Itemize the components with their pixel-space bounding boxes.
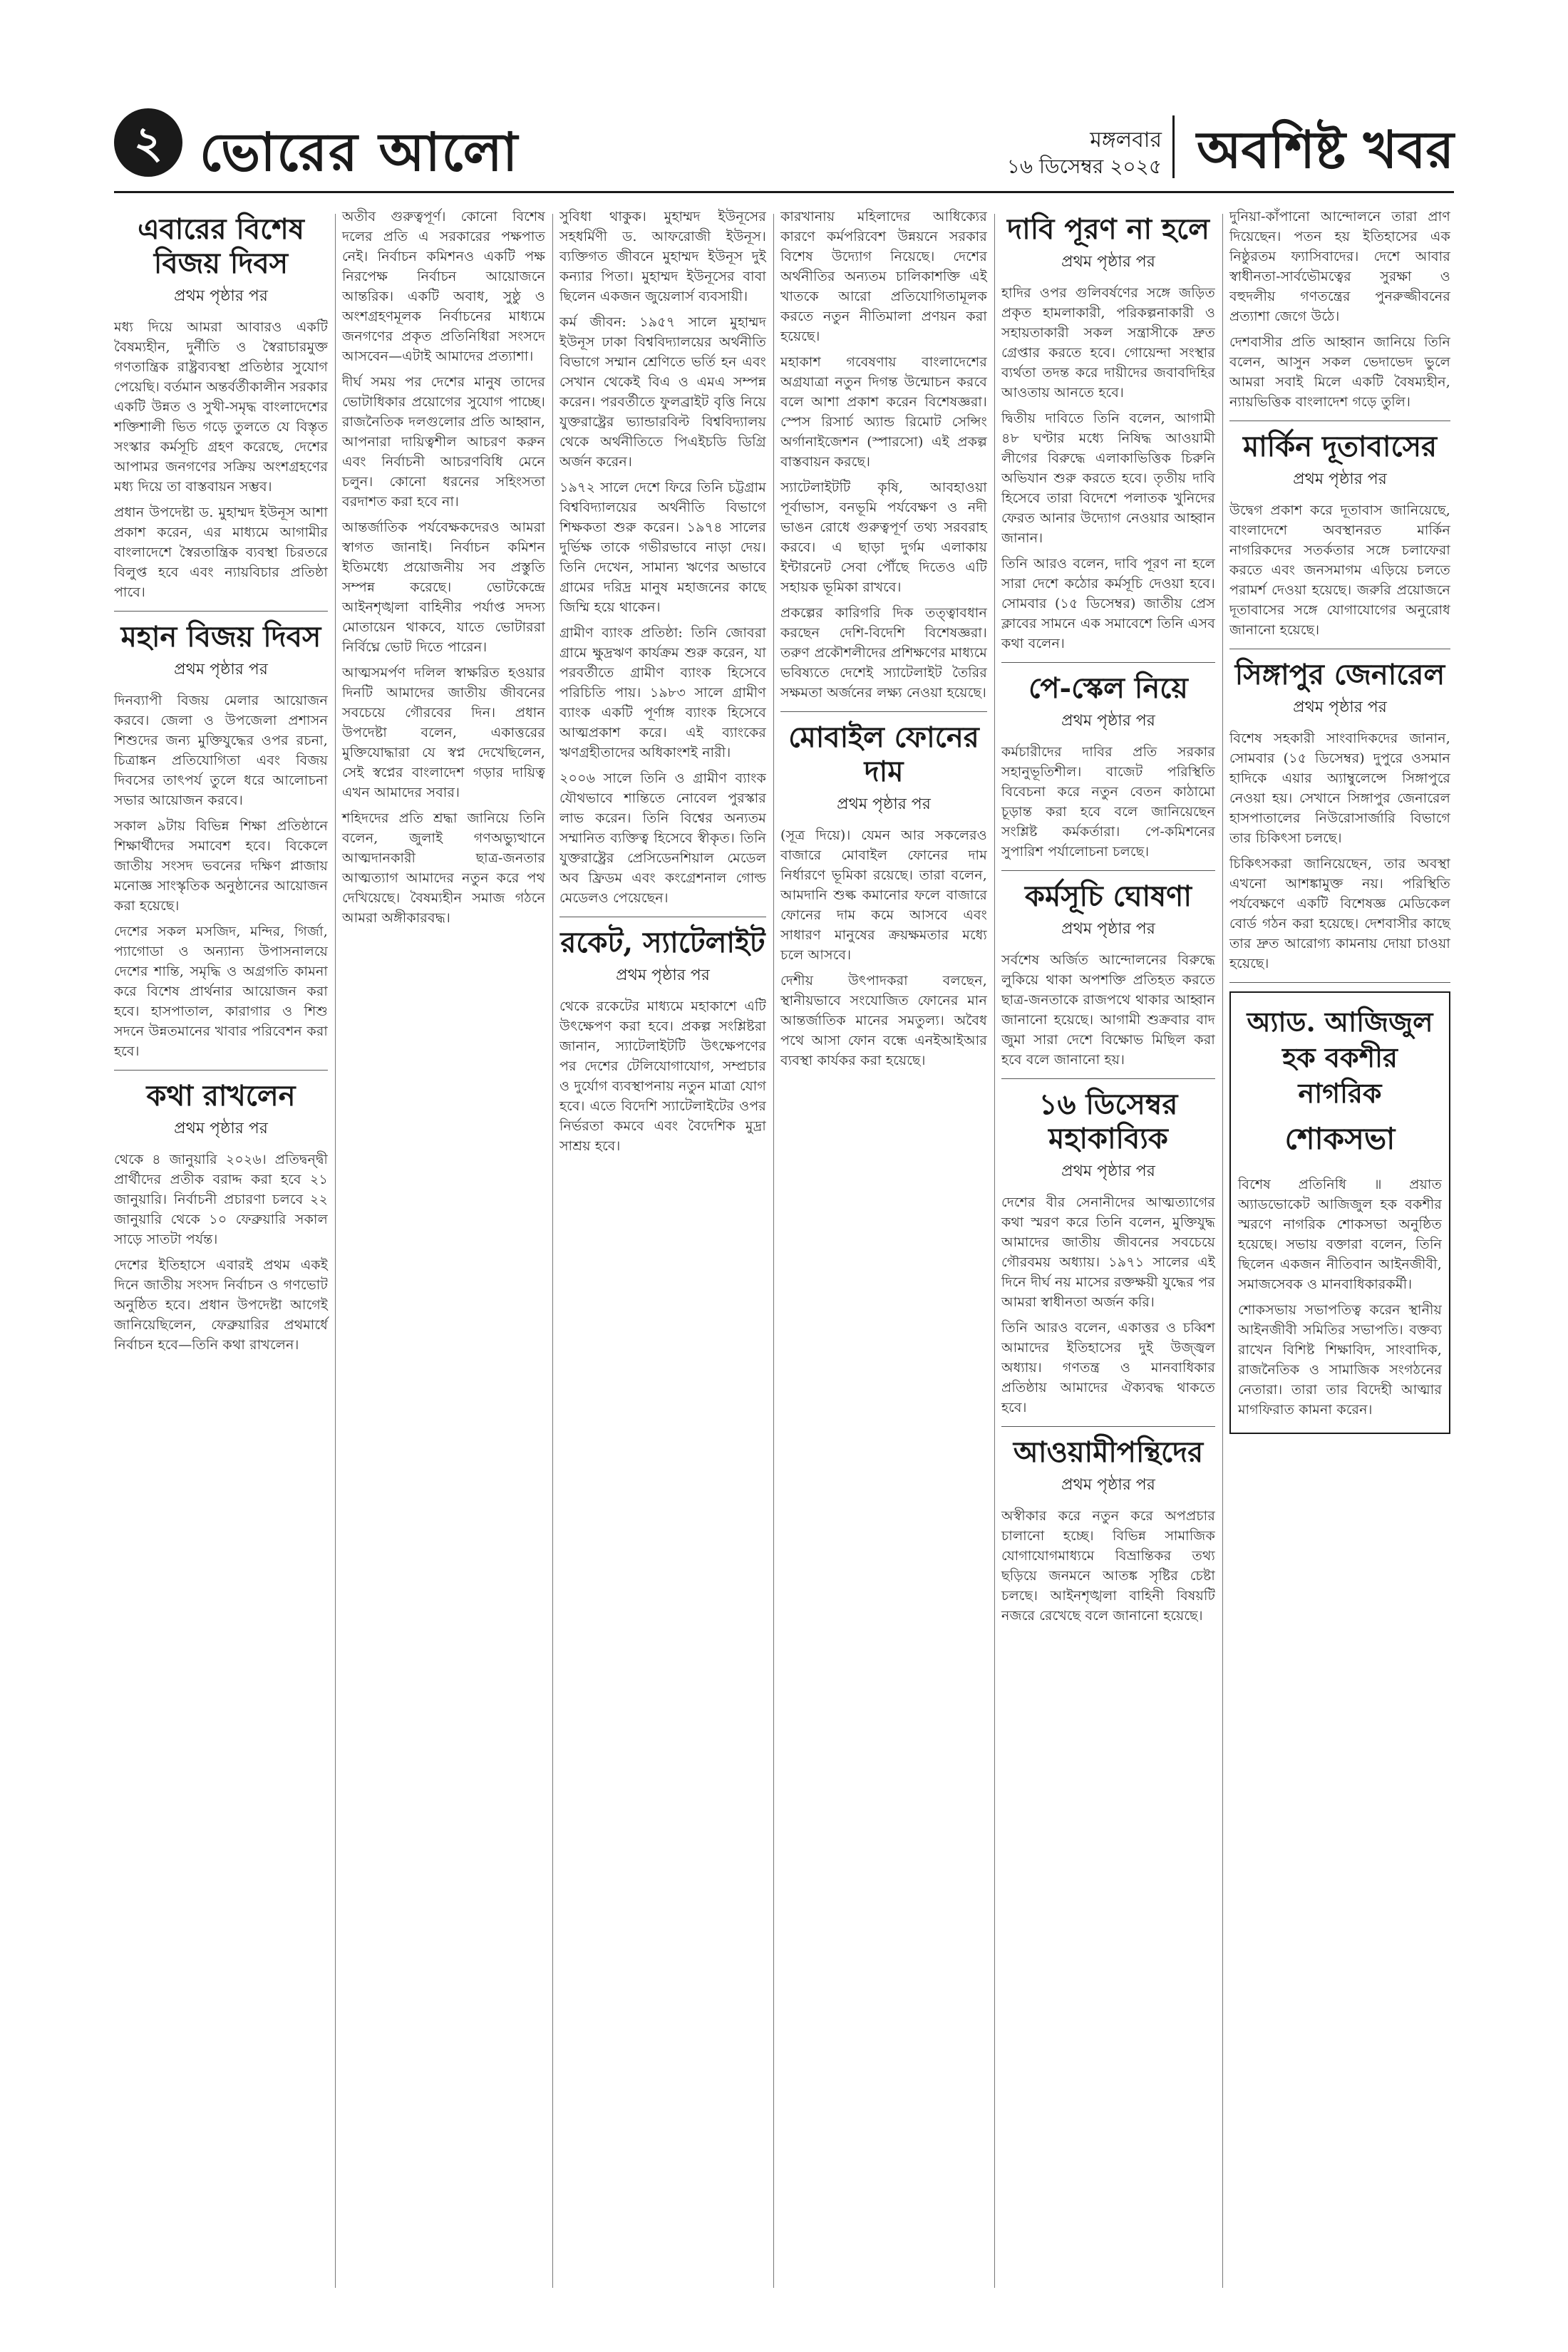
article-paragraph: দেশীয় উৎপাদকরা বলছেন, স্থানীয়ভাবে সংযোজিত ফোনের মান আন্তর্জাতিক মানের সমতুল্য। অবৈধ পথে আসা ফোন বন্ধে এনইআইআর ব্যবস্থা কার্যকর করা হয়েছে।: [780, 973, 987, 1068]
article-paragraph: ২০০৬ সালে তিনি ও গ্রামীণ ব্যাংক যৌথভাবে শান্তিতে নোবেল পুরস্কার লাভ করেন। তিনি বিশ্বের অন্যতম সম্মানিত ব্যক্তিত্ব হিসেবে স্বীকৃত। তিনি যুক্তরাষ্ট্রের প্রেসিডেনশিয়াল মেডেল অব ফ্রিডম এবং কংগ্রেশনাল গোল্ড মেডেলও পেয়েছেন।: [559, 770, 766, 906]
article-paragraph: বিশেষ প্রতিনিধি ॥ প্রয়াত অ্যাডভোকেট আজিজুল হক বকশীর স্মরণে নাগরিক শোকসভা অনুষ্ঠিত হয়েছে। সভায় বক্তারা বলেন, তিনি ছিলেন একজন নীতিবান আইনজীবী, সমাজসেবক ও মানবাধিকারকর্মী।: [1238, 1177, 1442, 1292]
continued-from-label: প্রথম পৃষ্ঠার পর: [1293, 470, 1387, 488]
issue-day: মঙ্গলবার: [1090, 128, 1162, 153]
story-headline: কথা রাখলেন: [146, 1079, 296, 1113]
continued-from-label: প্রথম পৃষ্ঠার পর: [1061, 920, 1155, 938]
column-1: [114, 207, 328, 1361]
article-paragraph: শোকসভায় সভাপতিত্ব করেন স্থানীয় আইনজীবী সমিতির সভাপতি। বক্তব্য রাখেন বিশিষ্ট শিক্ষাবিদ, সাংবাদিক, রাজনৈতিক ও সামাজিক সংগঠনের নেতারা। তারা তার বিদেহী আত্মার মাগফিরাত কামনা করেন।: [1238, 1302, 1442, 1418]
article-paragraph: বিশেষ সহকারী সাংবাদিকদের জানান, সোমবার (১৫ ডিসেম্বর) দুপুরে ওসমান হাদিকে এয়ার অ্যাম্বুলেন্সে সিঙ্গাপুরে নেওয়া হয়। সেখানে সিঙ্গাপুর জেনারেল হাসপাতালের নিউরোসার্জারি বিভাগে তার চিকিৎসা চলছে।: [1229, 731, 1450, 846]
article-paragraph: তিনি আরও বলেন, দাবি পূরণ না হলে সারা দেশে কঠোর কর্মসূচি দেওয়া হবে। সোমবার (১৫ ডিসেম্বর) জাতীয় প্রেস ক্লাবের সামনে এক সমাবেশে তিনি এসব কথা বলেন।: [1001, 556, 1215, 651]
article-paragraph: উদ্বেগ প্রকাশ করে দূতাবাস জানিয়েছে, বাংলাদেশে অবস্থানরত মার্কিন নাগরিকদের সতর্কতার সঙ্গে চলাফেরা করতে এবং জনসমাগম এড়িয়ে চলতে পরামর্শ দেওয়া হয়েছে। জরুরি প্রয়োজনে দূতাবাসের সঙ্গে যোগাযোগের অনুরোধ জানানো হয়েছে।: [1229, 502, 1450, 638]
masthead-rule: [114, 191, 1454, 193]
story-headline: সিঙ্গাপুর জেনারেল: [1234, 658, 1445, 691]
issue-date: ১৬ ডিসেম্বর ২০২৫: [1006, 155, 1162, 178]
continued-from-label: প্রথম পৃষ্ঠার পর: [1293, 698, 1387, 716]
article-paragraph: থেকে রকেটের মাধ্যমে মহাকাশে এটি উৎক্ষেপণ করা হবে। প্রকল্প সংশ্লিষ্টরা জানান, স্যাটেলাইটটি উৎক্ষেপণের পর দেশের টেলিযোগাযোগ, সম্প্রচার ও দুর্যোগ ব্যবস্থাপনায় নতুন মাত্রা যোগ হবে। এতে বিদেশি স্যাটেলাইটের ওপর নির্ভরতা কমবে এবং বৈদেশিক মুদ্রা সাশ্রয় হবে।: [559, 999, 766, 1154]
article-paragraph: থেকে ৪ জানুয়ারি ২০২৬। প্রতিদ্বন্দ্বী প্রার্থীদের প্রতীক বরাদ্দ করা হবে ২১ জানুয়ারি। নির্বাচনী প্রচারণা চলবে ২২ জানুয়ারি থেকে ১০ ফেব্রুয়ারি সকাল সাড়ে সাতটা পর্যন্ত।: [114, 1152, 328, 1247]
article-paragraph: দিনব্যাপী বিজয় মেলার আয়োজন করবে। জেলা ও উপজেলা প্রশাসন শিশুদের জন্য মুক্তিযুদ্ধের ওপর রচনা, চিত্রাঙ্কন প্রতিযোগিতা এবং বিজয় দিবসের তাৎপর্য তুলে ধরে আলোচনা সভার আয়োজন করবে।: [114, 693, 328, 808]
continued-from-label: প্রথম পৃষ্ঠার পর: [1061, 712, 1155, 730]
column-divider: [994, 214, 995, 2288]
story-headline: মার্কিন দূতাবাসের: [1242, 430, 1438, 463]
column-2: [342, 207, 545, 934]
article-paragraph: তিনি আরও বলেন, একাত্তর ও চব্বিশ আমাদের ইতিহাসের দুই উজ্জ্বল অধ্যায়। গণতন্ত্র ও মানবাধিকার প্রতিষ্ঠায় আমাদের ঐক্যবদ্ধ থাকতে হবে।: [1001, 1320, 1215, 1415]
story-divider: [1001, 870, 1215, 871]
article-paragraph: দেশের ইতিহাসে এবারই প্রথম একই দিনে জাতীয় সংসদ নির্বাচন ও গণভোট অনুষ্ঠিত হবে। প্রধান উপদেষ্টা আগেই জানিয়েছিলেন, ফেব্রুয়ারির প্রথমার্ধে নির্বাচন হবে—তিনি কথা রাখলেন।: [114, 1257, 328, 1353]
masthead-divider: [1172, 115, 1175, 178]
column-5: [1001, 207, 1215, 1631]
story-headline: আওয়ামীপন্থিদের: [1013, 1435, 1204, 1469]
article-paragraph: সর্বশেষ অর্জিত আন্দোলনের বিরুদ্ধে লুকিয়ে থাকা অপশক্তি প্রতিহত করতে ছাত্র-জনতাকে রাজপথে থাকার আহ্বান জানানো হয়েছে। আগামী শুক্রবার বাদ জুমা সারা দেশে বিক্ষোভ মিছিল করা হবে বলে জানানো হয়।: [1001, 952, 1215, 1068]
story-divider: [1001, 662, 1215, 663]
story-divider: [114, 611, 328, 612]
article-paragraph: সুবিধা থাকুক। মুহাম্মদ ইউনূসের সহধর্মিণী ড. আফরোজী ইউনূস। ব্যক্তিগত জীবনে মুহাম্মদ ইউনূস দুই কন্যার পিতা। মুহাম্মদ ইউনূসের বাবা ছিলেন একজন জুয়েলার্স ব্যবসায়ী।: [559, 209, 766, 304]
story-headline: দাবি পূরণ না হলে: [1007, 212, 1209, 246]
story-divider: [1229, 982, 1450, 983]
article-paragraph: দুনিয়া-কাঁপানো আন্দোলনে তারা প্রাণ দিয়েছেন। পতন হয় ইতিহাসের এক নিষ্ঠুরতম ফ্যাসিবাদের। দেশে আবার স্বাধীনতা-সার্বভৌমত্বের সুরক্ষা ও বহুদলীয় গণতন্ত্রের পুনরুজ্জীবনের প্রত্যাশা জেগে উঠে।: [1229, 209, 1450, 324]
story-headline: এবারের বিশেষ বিজয় দিবস: [138, 212, 304, 280]
story-divider: [1001, 1426, 1215, 1427]
continued-from-label: প্রথম পৃষ্ঠার পর: [1061, 1476, 1155, 1494]
article-paragraph: স্যাটেলাইটটি কৃষি, আবহাওয়া পূর্বাভাস, বনভূমি পর্যবেক্ষণ ও নদী ভাঙন রোধে গুরুত্বপূর্ণ তথ্য সরবরাহ করবে। এ ছাড়া দুর্গম এলাকায় ইন্টারনেট সেবা পৌঁছে দিতেও এটি সহায়ক ভূমিকা রাখবে।: [780, 480, 987, 595]
article-paragraph: আত্মসমর্পণ দলিল স্বাক্ষরিত হওয়ার দিনটি আমাদের জাতীয় জীবনের সবচেয়ে গৌরবের দিন। প্রধান উপদেষ্টা বলেন, একাত্তরের মুক্তিযোদ্ধারা যে স্বপ্ন দেখেছিলেন, সেই স্বপ্নের বাংলাদেশ গড়ার দায়িত্ব এখন আমাদের সবার।: [342, 665, 545, 800]
column-4: [780, 207, 987, 1076]
article-paragraph: অতীব গুরুত্বপূর্ণ। কোনো বিশেষ দলের প্রতি এ সরকারের পক্ষপাত নেই। নির্বাচন কমিশনও একটি পক্ষ নিরপেক্ষ নির্বাচন আয়োজনে আন্তরিক। একটি অবাধ, সুষ্ঠু ও অংশগ্রহণমূলক নির্বাচনের মাধ্যমে জনগণের প্রকৃত প্রতিনিধিরা সংসদে আসবেন—এটাই আমাদের প্রত্যাশা।: [342, 209, 545, 364]
page-number: ২: [114, 108, 182, 177]
newspaper-name: ভোরের আলো: [200, 122, 520, 183]
article-paragraph: (সূত্র দিয়ে)। যেমন আর সকলেরও বাজারে মোবাইল ফোনের দাম নির্ধারণে ভূমিকা রয়েছে। তারা বলেন, আমদানি শুল্ক কমানোর ফলে বাজারে ফোনের দাম কমে আসবে এবং সাধারণ মানুষের ক্রয়ক্ষমতার মধ্যে চলে আসবে।: [780, 827, 987, 963]
column-divider: [773, 214, 774, 2288]
article-paragraph: শহিদদের প্রতি শ্রদ্ধা জানিয়ে তিনি বলেন, জুলাই গণঅভ্যুত্থানে আত্মদানকারী ছাত্র-জনতার আত্মত্যাগ আমাদের নতুন করে পথ দেখিয়েছে। বৈষম্যহীন সমাজ গঠনে আমরা অঙ্গীকারবদ্ধ।: [342, 810, 545, 926]
notice-title: অ্যাড. আজিজুল হক বকশীর নাগরিক: [1247, 1006, 1433, 1109]
article-paragraph: দীর্ঘ সময় পর দেশের মানুষ তাদের ভোটাধিকার প্রয়োগের সুযোগ পাচ্ছে। রাজনৈতিক দলগুলোর প্রতি আহ্বান, আপনারা দায়িত্বশীল আচরণ করুন এবং নির্বাচনী আচরণবিধি মেনে চলুন। কোনো ধরনের সহিংসতা বরদাশত করা হবে না।: [342, 374, 545, 510]
continued-from-label: প্রথম পৃষ্ঠার পর: [174, 287, 268, 305]
column-divider: [552, 214, 553, 2288]
story-divider: [114, 1070, 328, 1071]
article-paragraph: হাদির ওপর গুলিবর্ষণের সঙ্গে জড়িত প্রকৃত হামলাকারী, পরিকল্পনাকারী ও সহায়তাকারী সকল সন্ত্রাসীকে দ্রুত গ্রেপ্তার করতে হবে। গোয়েন্দা সংস্থার ব্যর্থতা তদন্ত করে দায়ীদের জবাবদিহির আওতায় আনতে হবে।: [1001, 285, 1215, 401]
obituary-notice-box: [1229, 991, 1450, 1434]
column-divider: [335, 214, 336, 2288]
continued-from-label: প্রথম পৃষ্ঠার পর: [174, 661, 268, 679]
masthead: [114, 107, 1454, 185]
story-headline: রকেট, স্যাটেলাইট: [560, 926, 765, 959]
story-divider: [1001, 1078, 1215, 1079]
article-paragraph: কারখানায় মহিলাদের আধিক্যের কারণে কর্মপরিবেশ উন্নয়নে সরকার বিশেষ উদ্যোগ নিয়েছে। দেশের অর্থনীতির অন্যতম চালিকাশক্তি এই খাতকে আরো প্রতিযোগিতামূলক করতে নতুন নীতিমালা প্রণয়ন করা হয়েছে।: [780, 209, 987, 344]
continued-from-label: প্রথম পৃষ্ঠার পর: [837, 795, 931, 813]
article-paragraph: সকাল ৯টায় বিভিন্ন শিক্ষা প্রতিষ্ঠানে শিক্ষার্থীদের সমাবেশ হবে। বিকেলে জাতীয় সংসদ ভবনের দক্ষিণ প্লাজায় মনোজ্ঞ সাংস্কৃতিক অনুষ্ঠানের আয়োজন করা হয়েছে।: [114, 818, 328, 914]
continued-from-label: প্রথম পৃষ্ঠার পর: [174, 1120, 268, 1138]
story-headline: ১৬ ডিসেম্বর মহাকাব্যিক: [1038, 1088, 1178, 1155]
continued-from-label: প্রথম পৃষ্ঠার পর: [616, 966, 710, 984]
article-paragraph: দেশবাসীর প্রতি আহ্বান জানিয়ে তিনি বলেন, আসুন সকল ভেদাভেদ ভুলে আমরা সবাই মিলে একটি বৈষম্যহীন, ন্যায়ভিত্তিক বাংলাদেশ গড়ে তুলি।: [1229, 334, 1450, 410]
column-3: [559, 207, 766, 1162]
story-headline: মোবাইল ফোনের দাম: [788, 721, 979, 788]
story-headline: পে-স্কেল নিয়ে: [1028, 671, 1188, 705]
article-paragraph: মহাকাশ গবেষণায় বাংলাদেশের অগ্রযাত্রা নতুন দিগন্ত উন্মোচন করবে বলে আশা প্রকাশ করেন বিশেষজ্ঞরা। স্পেস রিসার্চ অ্যান্ড রিমোট সেন্সিং অর্গানাইজেশন (স্পারসো) এই প্রকল্প বাস্তবায়ন করছে।: [780, 354, 987, 470]
notice-subtitle: শোকসভা: [1284, 1121, 1396, 1156]
article-paragraph: দেশের বীর সেনানীদের আত্মত্যাগের কথা স্মরণ করে তিনি বলেন, মুক্তিযুদ্ধ আমাদের জাতীয় জীবনের সবচেয়ে গৌরবময় অধ্যায়। ১৯৭১ সালের এই দিনে দীর্ঘ নয় মাসের রক্তক্ষয়ী যুদ্ধের পর আমরা স্বাধীনতা অর্জন করি।: [1001, 1195, 1215, 1310]
story-divider: [780, 711, 987, 712]
section-title: অবশিষ্ট খবর: [1197, 119, 1454, 180]
continued-from-label: প্রথম পৃষ্ঠার পর: [1061, 1162, 1155, 1180]
article-paragraph: কর্মচারীদের দাবির প্রতি সরকার সহানুভূতিশীল। বাজেট পরিস্থিতি বিবেচনা করে নতুন বেতন কাঠামো চূড়ান্ত করা হবে বলে জানিয়েছেন সংশ্লিষ্ট কর্মকর্তারা। পে-কমিশনের সুপারিশ পর্যালোচনা চলছে।: [1001, 744, 1215, 860]
column-6: [1229, 207, 1450, 1434]
column-divider: [1222, 214, 1223, 2288]
article-paragraph: কর্ম জীবন: ১৯৫৭ সালে মুহাম্মদ ইউনূস ঢাকা বিশ্ববিদ্যালয়ের অর্থনীতি বিভাগে সম্মান শ্রেণিতে ভর্তি হন এবং সেখান থেকেই বিএ ও এমএ সম্পন্ন করেন। পরবর্তীতে ফুলব্রাইট বৃত্তি নিয়ে যুক্তরাষ্ট্রের ভ্যান্ডারবিল্ট বিশ্ববিদ্যালয় থেকে অর্থনীতিতে পিএইচডি ডিগ্রি অর্জন করেন।: [559, 314, 766, 470]
article-paragraph: প্রকল্পের কারিগরি দিক তত্ত্বাবধান করছেন দেশি-বিদেশি বিশেষজ্ঞরা। তরুণ প্রকৌশলীদের প্রশিক্ষণের মাধ্যমে ভবিষ্যতে দেশেই স্যাটেলাইট তৈরির সক্ষমতা অর্জনের লক্ষ্য নেওয়া হয়েছে।: [780, 605, 987, 701]
article-paragraph: গ্রামীণ ব্যাংক প্রতিষ্ঠা: তিনি জোবরা গ্রামে ক্ষুদ্রঋণ কার্যক্রম শুরু করেন, যা পরবর্তীতে গ্রামীণ ব্যাংক হিসেবে পরিচিতি পায়। ১৯৮৩ সালে গ্রামীণ ব্যাংক একটি পূর্ণাঙ্গ ব্যাংক হিসেবে আত্মপ্রকাশ করে। এই ব্যাংকের ঋণগ্রহীতাদের অধিকাংশই নারী।: [559, 625, 766, 760]
article-paragraph: প্রধান উপদেষ্টা ড. মুহাম্মদ ইউনূস আশা প্রকাশ করেন, এর মাধ্যমে আগামীর বাংলাদেশে স্বৈরতান্ত্রিক ব্যবস্থা চিরতরে বিলুপ্ত হবে এবং ন্যায়বিচার প্রতিষ্ঠা পাবে।: [114, 505, 328, 600]
article-paragraph: অস্বীকার করে নতুন করে অপপ্রচার চালানো হচ্ছে। বিভিন্ন সামাজিক যোগাযোগমাধ্যমে বিভ্রান্তিকর তথ্য ছড়িয়ে জনমনে আতঙ্ক সৃষ্টির চেষ্টা চলছে। আইনশৃঙ্খলা বাহিনী বিষয়টি নজরে রেখেছে বলে জানানো হয়েছে।: [1001, 1508, 1215, 1624]
article-paragraph: ১৯৭২ সালে দেশে ফিরে তিনি চট্টগ্রাম বিশ্ববিদ্যালয়ের অর্থনীতি বিভাগে শিক্ষকতা শুরু করেন। ১৯৭৪ সালের দুর্ভিক্ষ তাকে গভীরভাবে নাড়া দেয়। তিনি দেখেন, সামান্য ঋণের অভাবে গ্রামের দরিদ্র মানুষ মহাজনের কাছে জিম্মি হয়ে থাকেন।: [559, 480, 766, 615]
article-paragraph: দেশের সকল মসজিদ, মন্দির, গির্জা, প্যাগোডা ও অন্যান্য উপাসনালয়ে দেশের শান্তি, সমৃদ্ধি ও অগ্রগতি কামনা করে বিশেষ প্রার্থনার আয়োজন করা হবে। হাসপাতাল, কারাগার ও শিশু সদনে উন্নতমানের খাবার পরিবেশন করা হবে।: [114, 924, 328, 1059]
continued-from-label: প্রথম পৃষ্ঠার পর: [1061, 253, 1155, 271]
article-paragraph: দ্বিতীয় দাবিতে তিনি বলেন, আগামী ৪৮ ঘণ্টার মধ্যে নিষিদ্ধ আওয়ামী লীগের বিরুদ্ধে এলাকাভিত্তিক চিরুনি অভিযান শুরু করতে হবে। তৃতীয় দাবি হিসেবে তারা বিদেশে পলাতক খুনিদের ফেরত আনার উদ্যোগ নেওয়ার আহ্বান জানান।: [1001, 411, 1215, 546]
story-headline: মহান বিজয় দিবস: [120, 620, 321, 654]
article-paragraph: আন্তর্জাতিক পর্যবেক্ষকদেরও আমরা স্বাগত জানাই। নির্বাচন কমিশন ইতিমধ্যে প্রয়োজনীয় সব প্রস্তুতি সম্পন্ন করেছে। ভোটকেন্দ্রে আইনশৃঙ্খলা বাহিনীর পর্যাপ্ত সদস্য মোতায়েন থাকবে, যাতে ভোটাররা নির্বিঘ্নে ভোট দিতে পারেন।: [342, 520, 545, 655]
article-paragraph: চিকিৎসকরা জানিয়েছেন, তার অবস্থা এখনো আশঙ্কামুক্ত নয়। পরিস্থিতি পর্যবেক্ষণে একটি বিশেষজ্ঞ মেডিকেল বোর্ড গঠন করা হয়েছে। দেশবাসীর কাছে তার দ্রুত আরোগ্য কামনায় দোয়া চাওয়া হয়েছে।: [1229, 856, 1450, 971]
story-headline: কর্মসূচি ঘোষণা: [1025, 880, 1192, 913]
article-paragraph: মধ্য দিয়ে আমরা আবারও একটি বৈষম্যহীন, দুর্নীতি ও স্বৈরাচারমুক্ত গণতান্ত্রিক রাষ্ট্রব্যবস্থা প্রতিষ্ঠার সুযোগ পেয়েছি। বর্তমান অন্তর্বর্তীকালীন সরকার একটি উন্নত ও সুখী-সমৃদ্ধ বাংলাদেশের শক্তিশালী ভিত গড়ে তুলতে যে বিস্তৃত সংস্কার কর্মসূচি গ্রহণ করেছে, দেশের আপামর জনগণের সক্রিয় অংশগ্রহণের মধ্য দিয়ে তা বাস্তবায়ন সম্ভব।: [114, 319, 328, 495]
